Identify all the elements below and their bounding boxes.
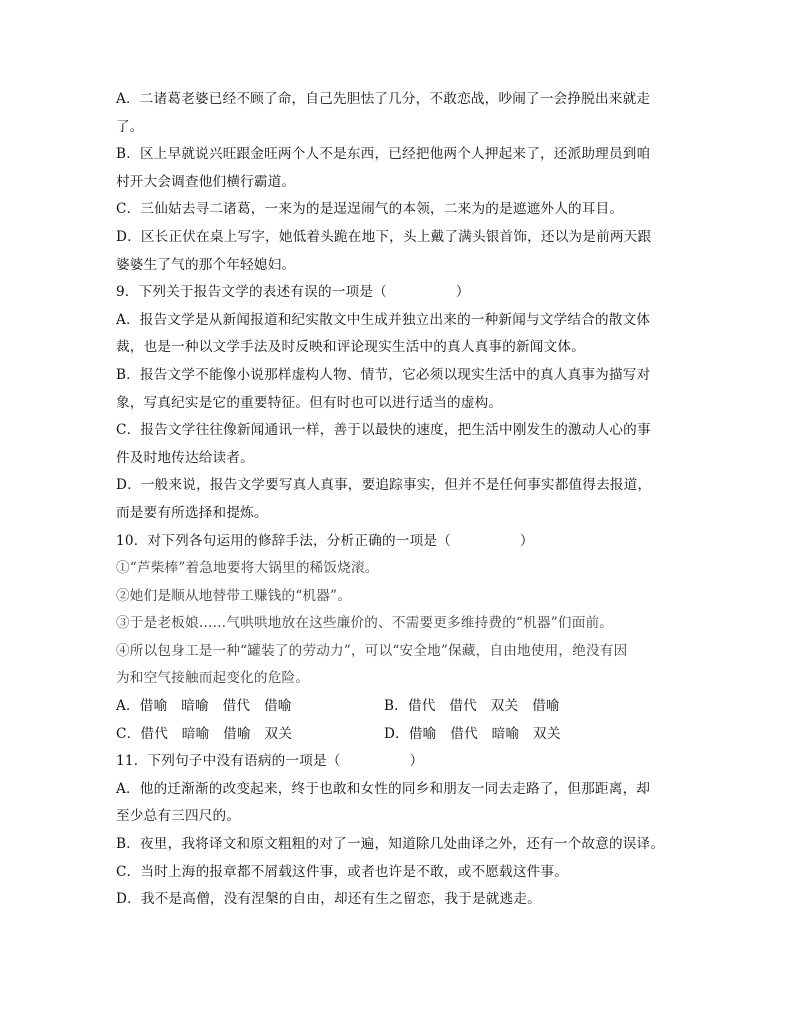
q9-option-d-line1: D．一般来说，报告文学要写真人真事，要追踪事实，但并不是任何事实都值得去报道， <box>116 477 652 494</box>
q9-option-b-line2: 象，写真纪实是它的重要特征。但有时也可以进行适当的虚构。 <box>116 394 503 411</box>
q8-option-b-line1: B．区上早就说兴旺跟金旺两个人不是东西，已经把他两个人押起来了，还派助理员到咱 <box>116 146 651 163</box>
q10-sentence-4-line2: 为和空气接触而起变化的危险。 <box>116 670 310 687</box>
q11-option-a-line1: A．他的迁渐渐的改变起来，终于也敢和女性的同乡和朋友一同去走路了，但那距离，却 <box>116 780 651 797</box>
q8-option-a-line1: A．二诸葛老婆已经不顾了命，自己先胆怯了几分，不敢恋战，吵闹了一会挣脱出来就走 <box>116 91 651 107</box>
q11-option-c: C．当时上海的报章都不屑载这件事，或者也许是不敢，或不愿载这件事。 <box>116 863 568 880</box>
q11-option-d: D．我不是高僧，没有涅槃的自由，却还有生之留恋，我于是就逃走。 <box>116 891 541 908</box>
q11-option-a-line2: 至少总有三四尺的。 <box>116 808 241 825</box>
q11-option-b: B．夜里，我将译文和原文粗粗的对了一遍，知道除几处曲译之外，还有一个故意的误译。 <box>116 836 665 853</box>
q10-sentence-4-line1: ④所以包身工是一种“罐装了的劳动力”，可以“安全地”保藏，自由地使用，绝没有因 <box>116 642 628 659</box>
q10-options-row1 <box>116 693 698 721</box>
q9-option-d-line2: 而是要有所选择和提炼。 <box>116 504 268 521</box>
q10-option-c: C．借代 暗喻 借喻 双关 <box>116 725 293 742</box>
q10-option-a: A．借喻 暗喻 借代 借喻 <box>116 698 292 715</box>
q10-sentence-2: ②她们是顺从地替带工赚钱的“机器”。 <box>116 587 351 604</box>
q8-option-d-line2: 婆婆生了气的那个年轻媳妇。 <box>116 256 296 273</box>
q8-option-d-line1: D．区长正伏在桌上写字，她低着头跪在地下，头上戴了满头银首饰，还以为是前两天跟 <box>116 228 652 245</box>
q10-sentence-3: ③于是老板娘……气哄哄地放在这些廉价的、不需要更多维持费的“机器”们面前。 <box>116 615 614 632</box>
q10-option-d: D．借喻 借代 暗喻 双关 <box>384 725 561 742</box>
q9-option-b-line1: B．报告文学不能像小说那样虚构人物、情节，它必须以现实生活中的真人真事为描写对 <box>116 366 651 383</box>
question-10: 10．对下列各句运用的修辞手法，分析正确的一项是（ ） <box>116 532 534 549</box>
q10-options-row2 <box>116 721 698 749</box>
q10-option-b: B．借代 借代 双关 借喻 <box>384 698 560 715</box>
q9-option-a-line1: A．报告文学是从新闻报道和纪实散文中生成并独立出来的一种新闻与文学结合的散文体 <box>116 311 651 328</box>
q9-option-a-line2: 裁，也是一种以文学手法及时反映和评论现实生活中的真人真事的新闻文体。 <box>116 339 585 356</box>
question-11: 11．下列句子中没有语病的一项是（ ） <box>116 753 424 770</box>
q10-sentence-1: ①“芦柴棒”着急地要将大锅里的稀饭烧滚。 <box>116 560 379 577</box>
q8-option-c: C．三仙姑去寻二诸葛，一来为的是逞逞闹气的本领，二来为的是遮遮外人的耳目。 <box>116 201 624 218</box>
q8-option-b-line2: 村开大会调查他们横行霸道。 <box>116 173 296 190</box>
q9-option-c-line1: C．报告文学往往像新闻通讯一样，善于以最快的速度，把生活中刚发生的激动人心的事 <box>116 422 651 439</box>
q9-option-c-line2: 件及时地传达给读者。 <box>116 449 254 466</box>
q8-option-a-line2: 了。 <box>116 118 144 135</box>
question-9: 9．下列关于报告文学的表述有误的一项是（ ） <box>116 284 470 301</box>
